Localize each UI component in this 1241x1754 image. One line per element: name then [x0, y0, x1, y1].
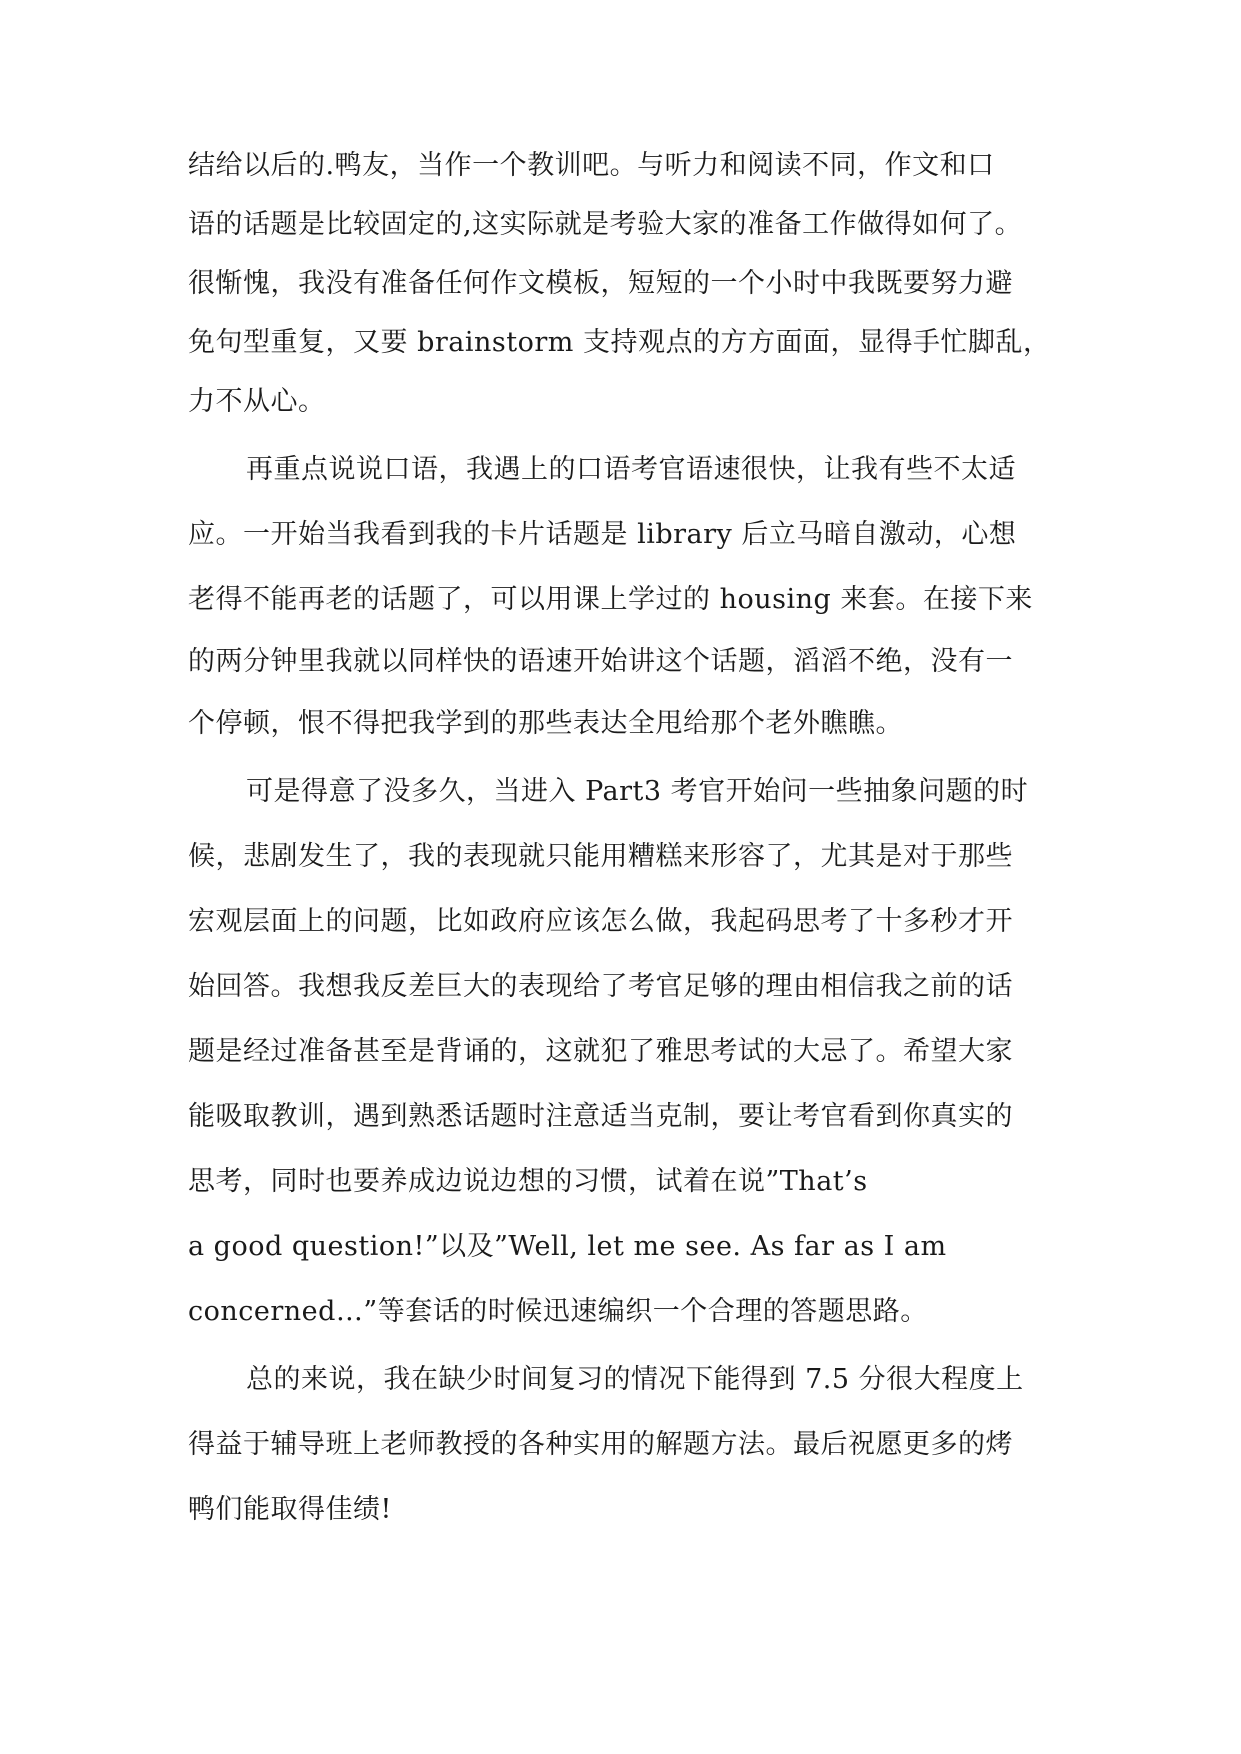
- text-line: 应。一开始当我看到我的卡片话题是 library 后立马暗自激动，心想: [188, 519, 1017, 550]
- text-line: 宏观层面上的问题，比如政府应该怎么做，我起码思考了十多秒才开: [188, 906, 1013, 937]
- text-line: 得益于辅导班上老师教授的各种实用的解题方法。最后祝愿更多的烤: [188, 1429, 1013, 1460]
- text-line: a good question!”以及”Well, let me see. As far as I am: [188, 1231, 947, 1262]
- text-line: 免句型重复，又要 brainstorm 支持观点的方方面面，显得手忙脚乱，: [188, 327, 1051, 358]
- text-line: 语的话题是比较固定的,这实际就是考验大家的准备工作做得如何了。: [188, 209, 1023, 240]
- text-line: 力不从心。: [188, 386, 326, 417]
- text-line: 个停顿，恨不得把我学到的那些表达全甩给那个老外瞧瞧。: [188, 708, 903, 739]
- text-line: 结给以后的.鸭友，当作一个教训吧。与听力和阅读不同，作文和口: [188, 150, 995, 181]
- text-line: 鸭们能取得佳绩!: [188, 1494, 392, 1525]
- text-line: concerned…”等套话的时候迅速编织一个合理的答题思路。: [188, 1296, 928, 1327]
- text-line: 始回答。我想我反差巨大的表现给了考官足够的理由相信我之前的话: [188, 971, 1013, 1002]
- text-line: 候，悲剧发生了，我的表现就只能用糟糕来形容了，尤其是对于那些: [188, 841, 1013, 872]
- text-line: 很惭愧，我没有准备任何作文模板，短短的一个小时中我既要努力避: [188, 268, 1013, 299]
- paragraph-first-line: 总的来说，我在缺少时间复习的情况下能得到 7.5 分很大程度上: [246, 1364, 1024, 1395]
- paragraph-first-line: 再重点说说口语，我遇上的口语考官语速很快，让我有些不太适: [246, 454, 1016, 485]
- text-line: 能吸取教训，遇到熟悉话题时注意适当克制，要让考官看到你真实的: [188, 1101, 1013, 1132]
- text-line: 思考，同时也要养成边说边想的习惯，试着在说”That’s: [188, 1166, 868, 1197]
- text-line: 题是经过准备甚至是背诵的，这就犯了雅思考试的大忌了。希望大家: [188, 1036, 1013, 1067]
- paragraph-first-line: 可是得意了没多久，当进入 Part3 考官开始问一些抽象问题的时: [246, 776, 1029, 807]
- text-line: 老得不能再老的话题了，可以用课上学过的 housing 来套。在接下来: [188, 584, 1033, 615]
- text-line: 的两分钟里我就以同样快的语速开始讲这个话题，滔滔不绝，没有一: [188, 646, 1013, 677]
